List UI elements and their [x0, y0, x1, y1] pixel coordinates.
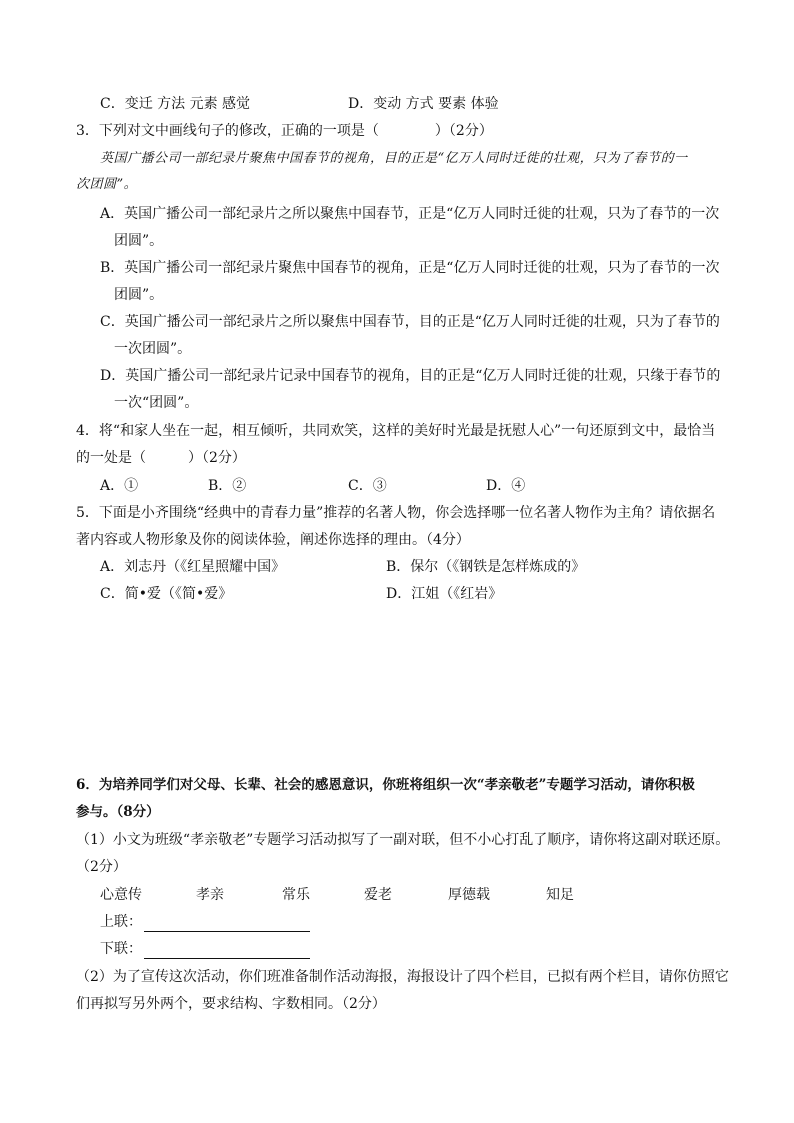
lower-couplet-answer-line[interactable] [144, 944, 310, 959]
upper-couplet-answer-line[interactable] [144, 917, 310, 932]
couplet-word: 爱老 [364, 887, 392, 903]
upper-couplet-row [100, 912, 310, 932]
q6-stem-line2: 参与。（8分） [76, 804, 160, 820]
q5-option-a: A．刘志丹（《红星照耀中国》 [100, 559, 286, 575]
couplet-word: 常乐 [282, 887, 310, 903]
q5-stem-line2: 著内容或人物形象及你的阅读体验，阐述你选择的理由。（4分） [76, 532, 470, 548]
couplet-word: 知足 [546, 887, 574, 903]
couplet-word: 厚德载 [448, 887, 490, 903]
q3-option-d-line1: D．英国广播公司一部纪录片记录中国春节的视角，目的正是“亿万人同时迁徙的壮观，只缘于春节的 [100, 368, 721, 384]
q3-option-d-line2: 一次“团圆”。 [114, 395, 199, 411]
q3-sentence-line2: 次团圆”。 [76, 177, 138, 192]
q3-option-c-line2: 一次团圆”。 [114, 341, 192, 357]
q3-option-a-line1: A．英国广播公司一部纪录片之所以聚焦中国春节，正是“亿万人同时迁徙的壮观，只为了春节的一次 [100, 206, 720, 222]
upper-couplet-label: 上联： [100, 914, 142, 930]
q4-option-a: A．① [100, 478, 139, 494]
q6-stem-line1: 6．为培养同学们对父母、长辈、社会的感恩意识，你班将组织一次“孝亲敬老”专题学习活动，请你积极 [76, 777, 695, 793]
lower-couplet-row [100, 939, 310, 959]
q4-option-c: C．③ [348, 478, 387, 494]
q2-option-d: D．变动 方式 要素 体验 [348, 96, 499, 112]
q3-option-c-line1: C．英国广播公司一部纪录片之所以聚焦中国春节，目的正是“亿万人同时迁徙的壮观，只为了春节的 [100, 314, 720, 330]
q6-part2-line2: 们再拟写另外两个，要求结构、字数相同。（2分） [76, 996, 386, 1012]
q5-option-c: C．简•爱（《简•爱》 [100, 586, 233, 602]
q4-stem-line1: 4．将“和家人坐在一起，相互倾听，共同欢笑，这样的美好时光最是抚慰人心”一句还原到文中，最恰当 [76, 423, 716, 439]
q5-option-b: B．保尔（《钢铁是怎样炼成的》 [386, 559, 586, 575]
q3-stem: 3．下列对文中画线句子的修改，正确的一项是（ ）（2分） [76, 123, 493, 139]
q4-option-d: D．④ [486, 478, 526, 494]
q5-stem-line1: 5．下面是小齐围绕“经典中的青春力量”推荐的名著人物，你会选择哪一位名著人物作为主角？请依据名 [76, 505, 716, 521]
lower-couplet-label: 下联： [100, 941, 142, 957]
q3-option-b-line1: B．英国广播公司一部纪录片聚焦中国春节的视角，正是“亿万人同时迁徙的壮观，只为了春节的一次 [100, 260, 720, 276]
q6-part1-line2: （2分） [76, 859, 127, 875]
q3-option-a-line2: 团圆”。 [114, 233, 164, 249]
q5-option-d: D．江姐（《红岩》 [386, 586, 503, 602]
couplet-word-list [100, 885, 620, 905]
q3-sentence-line1: 英国广播公司一部纪录片聚焦中国春节的视角，目的正是“亿万人同时迁徙的壮观，只为了春节的一 [100, 151, 688, 166]
q3-option-b-line2: 团圆”。 [114, 287, 164, 303]
q4-stem-line2: 的一处是（ ）（2分） [76, 450, 246, 466]
q6-part1-line1: （1）小文为班级“孝亲敬老”专题学习活动拟写了一副对联，但不小心打乱了顺序，请你将这副对联还原。 [76, 832, 730, 848]
q4-option-b: B．② [208, 478, 247, 494]
couplet-word: 孝亲 [196, 887, 224, 903]
q2-option-c: C．变迁 方法 元素 感觉 [100, 96, 251, 112]
couplet-word: 心意传 [100, 887, 142, 903]
q6-part2-line1: （2）为了宣传这次活动，你们班准备制作活动海报，海报设计了四个栏目，已拟有两个栏目，请你仿照它 [76, 969, 729, 985]
